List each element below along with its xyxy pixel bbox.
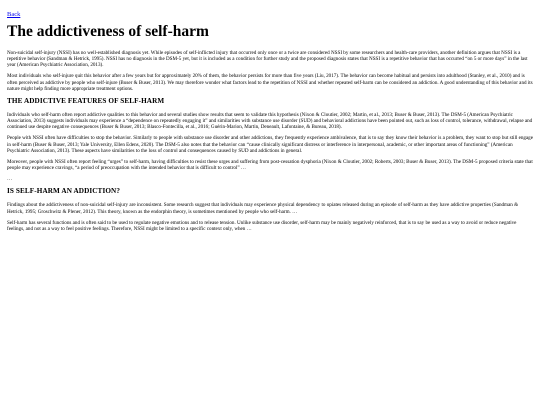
section-1-paragraph-1: Individuals who self-harm often report addictive qualities to this behavior and several studies show results that seem to validate this hypothesis (Nixon & Cloutier, 2002; Martin, et al., 2013; Buser & Buser, 2013). The DSM-5 (American Psychiatric Association, 2013) suggests individuals may experience a “dependence on repeatedly engaging it” and similarities with substance use disorder (SUD) and behavioral addictions have been pointed out, such as loss of control, tolerance, withdrawal, relapse and continued use despite negative consequences (Buser & Buser, 2013; Blasco-Fontecilla, et al., 2016; Guérin-Marion, Martin, Deneault, Lafontaine, & Bureau, 2018). bbox=[7, 111, 533, 131]
section-1-paragraph-2: People with NSSI often have difficulties to stop the behavior. Similarly to people with substance use disorder and other addictions, they frequently experience ambivalence, that is to say they know their behavior is a problem, they want to stop but still engage in self-harm (Buser & Buser, 2013; Yale University, Ellen Edens, 2020). The DSM-5 also notes that the behavior can “cause clinically significant distress or interference in interpersonal, academic, or other important areas of functioning” (American Psychiatric Association, 2013). These aspects have similarities to the loss of control and consequences caused by SUD and addictions in general. bbox=[7, 135, 533, 154]
section-heading-is-self-harm-an-addiction: IS SELF-HARM AN ADDICTION? bbox=[7, 187, 121, 196]
intro-paragraph-1: Non-suicidal self-injury (NSSI) has no well-established diagnosis yet. While episodes of self-inflicted injury that occurred only once or a twice are considered NSSI by some researchers and health-care providers, another definition argues that NSSI is a repetitive behavior (Sandman & Hetrick, 1995). NSSI has no diagnosis in the DSM-5 yet, but it is included as a condition for further study and the proposed diagnosis states that NSSI is a repetitive behavior that has occurred “on 5 or more days” in the last year (American Psychiatric Association, 2013). bbox=[7, 50, 528, 69]
back-link[interactable]: Back bbox=[7, 11, 21, 18]
page-title: The addictiveness of self-harm bbox=[7, 23, 209, 40]
section-1-paragraph-4: … bbox=[7, 176, 13, 183]
section-2-paragraph-2: Self-harm has several functions and is often said to be used to regulate negative emotions and to release tension. Unlike substance use disorder, self-harm may be mainly negatively reinforced, that is to say be used as a way to avoid or reduce negative feelings, and not as a way to feel positive feelings. Therefore, NSSI might be limited to a specific context only, when … bbox=[7, 219, 517, 232]
section-1-paragraph-3: Moreover, people with NSSI often report feeling “urges” to self-harm, having difficulties to resist these urges and suffering from post-cessation dysphoria (Nixon & Cloutier, 2002; Roberts, 2003; Buser & Buser, 2013). The DSM-5 proposed criteria state that people may experience cravings, “a period of preoccupation with the intended behavior that is difficult to control” … bbox=[7, 158, 533, 172]
section-heading-addictive-features: THE ADDICTIVE FEATURES OF SELF-HARM bbox=[7, 96, 165, 105]
intro-paragraph-2: Most individuals who self-injure quit this behavior after a few years but for approximately 20% of them, the behavior persists for more than five years (Liu, 2017). The behavior can become habitual and persists into adulthood (Stanley, et al., 2010) and is often perceived as addictive by people who self-injure (Buser & Buser, 2013). We may therefore wonder what factors lead to the repetition of NSSI and whether repeated self-harm can be considered an addiction. A good understanding of this behavior and its nature might help finding more appropriate treatment options. bbox=[7, 73, 533, 92]
section-2-paragraph-1: Findings about the addictiveness of non-suicidal self-injury are inconsistent. Some research suggest that individuals may experience physical dependency to opiates released during an episode of self-harm as they have addictive properties (Sandman & Hetrick, 1995; Groschwitz & Plener, 2012). This theory, known as the endorphin theory, is sometimes mentioned by people who self-harm. … bbox=[7, 202, 519, 215]
